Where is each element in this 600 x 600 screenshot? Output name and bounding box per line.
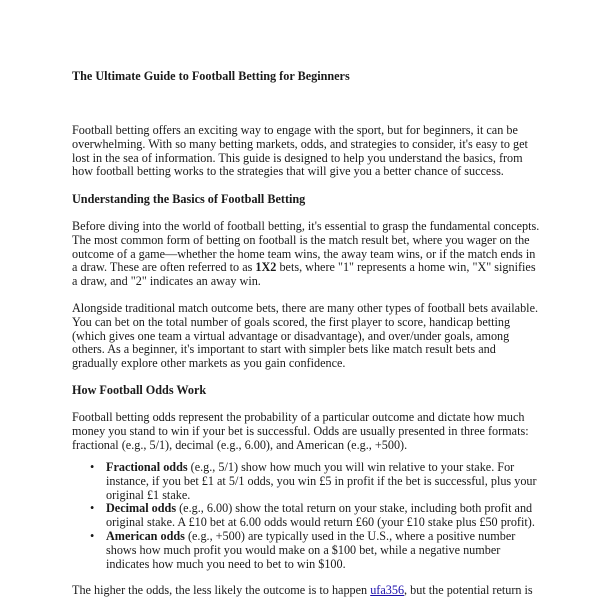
- odds-paragraph-1: Football betting odds represent the probability of a particular outcome and dictate how much money you stand to win if your bet is successful. Odds are usually presented in three formats: fractional (e.g., 5/1), decimal (e.g., 6.00), and American (e.g., +500).: [72, 410, 529, 452]
- odds-formats-list: [72, 461, 542, 571]
- list-item: [72, 502, 542, 530]
- text: , but the potential return is: [404, 583, 533, 597]
- intro-paragraph: Football betting offers an exciting way to engage with the sport, but for beginners, it can be overwhelming. With so many betting markets, odds, and strategies to consider, it's easy to get lost in the sea of information. This guide is designed to help you understand the basics, from how football betting works to the strategies that will give you a better chance of success.: [72, 123, 528, 179]
- bold-term: Decimal odds: [106, 501, 177, 516]
- section-heading-odds: How Football Odds Work: [72, 383, 207, 397]
- text: Before diving into the world of football betting, it's essential to grasp the fundamental concepts. The most common form of betting on football is the match result bet, where you wager on the outcome of a game—whether the home team wins, the away team wins, or if the match ends in a draw. These are often referred to as: [72, 219, 540, 275]
- basics-paragraph-2: Alongside traditional match outcome bets, there are many other types of football bets available. You can bet on the total number of goals scored, the first player to score, handicap betting (which gives one team a virtual advantage or disadvantage), and over/under goals, among others. As a beginner, it's important to start with simpler bets like match result bets and gradually explore other markets as you gain confidence.: [72, 301, 539, 371]
- bold-term: Fractional odds: [106, 460, 188, 474]
- list-item: [72, 461, 542, 502]
- page-title: The Ultimate Guide to Football Betting for Beginners: [72, 69, 350, 83]
- ufa356-link[interactable]: ufa356: [370, 583, 405, 597]
- list-text: (e.g., +500) are typically used in the U.S., where a positive number shows how much profit you would make on a $100 bet, while a negative number indicates how much you need to bet to win $100.: [106, 528, 516, 571]
- odds-paragraph-2: [72, 584, 542, 598]
- bold-term: American odds: [106, 528, 185, 543]
- basics-paragraph-1: [72, 220, 542, 289]
- bullet-icon: •: [90, 528, 95, 543]
- list-item: [72, 530, 542, 571]
- text: The higher the odds, the less likely the outcome is to happen: [72, 583, 371, 597]
- text: bets, where "1" represents a home win, "X" signifies a draw, and "2" indicates an away win.: [72, 260, 536, 289]
- bold-text: 1X2: [255, 260, 277, 275]
- bullet-icon: •: [90, 460, 95, 474]
- list-text: (e.g., 6.00) show the total return on your stake, including both profit and original stake. A £10 bet at 6.00 odds would return £60 (your £10 stake plus £50 profit).: [106, 501, 535, 530]
- bullet-icon: •: [90, 501, 95, 516]
- section-heading-basics: Understanding the Basics of Football Betting: [72, 192, 306, 206]
- list-text: (e.g., 5/1) show how much you will win relative to your stake. For instance, if you bet £1 at 5/1 odds, you win £5 in profit if the bet is successful, plus your original £1 stake.: [106, 460, 537, 502]
